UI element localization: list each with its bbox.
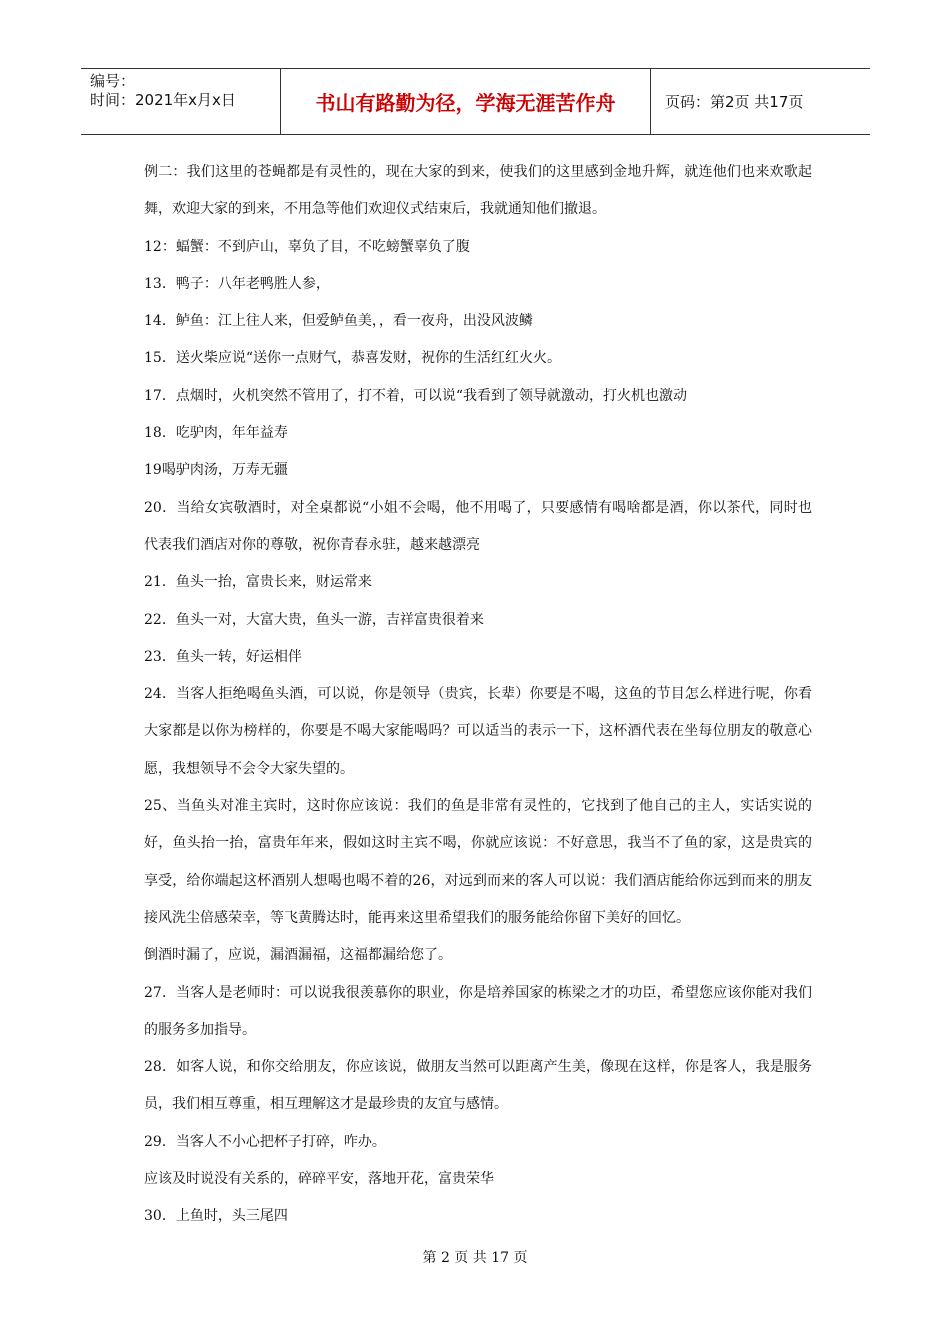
header-meta: [81, 69, 281, 134]
paragraph: 25、当鱼头对准主宾时，这时你应该说：我们的鱼是非常有灵性的，它找到了他自己的主人，实话实说的好，鱼头抬一抬，富贵年年来，假如这时主宾不喝，你就应该说：不好意思，我当不了鱼的家，这是贵宾的享受，给你端起这杯酒别人想喝也喝不着的26，对远到而来的客人可以说：我们酒店能给你远到而来的朋友接风洗尘倍感荣幸，等飞黄腾达时，能再来这里希望我们的服务能给你留下美好的回忆。: [144, 798, 812, 926]
paragraph: 14．鲈鱼：江上往人来，但爱鲈鱼美，，看一夜舟，出没风波鳞: [144, 313, 533, 330]
paragraph: 12：蝠蟹：不到庐山，辜负了目，不吃螃蟹辜负了腹: [144, 238, 470, 255]
paragraph: 21．鱼头一抬，富贵长来，财运常来: [144, 574, 372, 591]
paragraph: 13．鸭子：八年老鸭胜人参，: [144, 275, 330, 292]
serial-label: 编号：: [90, 72, 136, 90]
paragraph: 20．当给女宾敬酒时，对全桌都说“小姐不会喝，他不用喝了，只要感情有喝啥都是酒，你以茶代，同时也代表我们酒店对你的尊敬，祝你青春永驻，越来越漂亮: [144, 499, 812, 553]
paragraph: 19喝驴肉汤，万寿无疆: [144, 462, 288, 479]
paragraph: 18．吃驴肉，年年益寿: [144, 425, 288, 442]
paragraph: 29．当客人不小心把杯子打碎，咋办。: [144, 1133, 386, 1150]
time-label: 时间：2021年x月x日: [90, 91, 236, 109]
paragraph: 倒酒时漏了，应说，漏酒漏福，这福都漏给您了。: [144, 947, 452, 964]
paragraph: 23．鱼头一转，好运相伴: [144, 648, 302, 665]
header-motto: 书山有路勤为径，学海无涯苦作舟: [281, 69, 651, 134]
paragraph: 24．当客人拒绝喝鱼头酒，可以说，你是领导（贵宾，长辈）你要是不喝，这鱼的节目怎么样进行呢，你看大家都是以你为榜样的，你要是不喝大家能喝吗？可以适当的表示一下，这杯酒代表在坐每位朋友的敬意心愿，我想领导不会令大家失望的。: [144, 686, 812, 777]
header-page-code: 页码：第2页 共17页: [665, 93, 804, 111]
document-body: [144, 154, 812, 1236]
paragraph: 27．当客人是老师时：可以说我很羡慕你的职业，你是培养国家的栋梁之才的功臣，希望您应该你能对我们的服务多加指导。: [144, 984, 812, 1038]
paragraph: 28．如客人说，和你交给朋友，你应该说，做朋友当然可以距离产生美，像现在这样，你是客人，我是服务员，我们相互尊重，相互理解这才是最珍贵的友宜与感情。: [144, 1059, 812, 1113]
page-header: [81, 68, 870, 135]
paragraph: 17．点烟时，火机突然不管用了，打不着，可以说“我看到了领导就激动，打火机也激动: [144, 387, 687, 404]
paragraph: 例二：我们这里的苍蝇都是有灵性的，现在大家的到来，使我们的这里感到金地升辉，就连他们也来欢歌起舞，欢迎大家的到来，不用急等他们欢迎仪式结束后，我就通知他们撤退。: [144, 164, 812, 218]
paragraph: 22．鱼头一对，大富大贵，鱼头一游，吉祥富贵很着来: [144, 611, 484, 628]
paragraph: 30．上鱼时，头三尾四: [144, 1208, 288, 1225]
page-footer: 第 2 页 共 17 页: [422, 1250, 528, 1266]
paragraph: 应该及时说没有关系的，碎碎平安，落地开花，富贵荣华: [144, 1171, 494, 1188]
paragraph: 15．送火柴应说“送你一点财气，恭喜发财，祝你的生活红红火火。: [144, 350, 561, 367]
